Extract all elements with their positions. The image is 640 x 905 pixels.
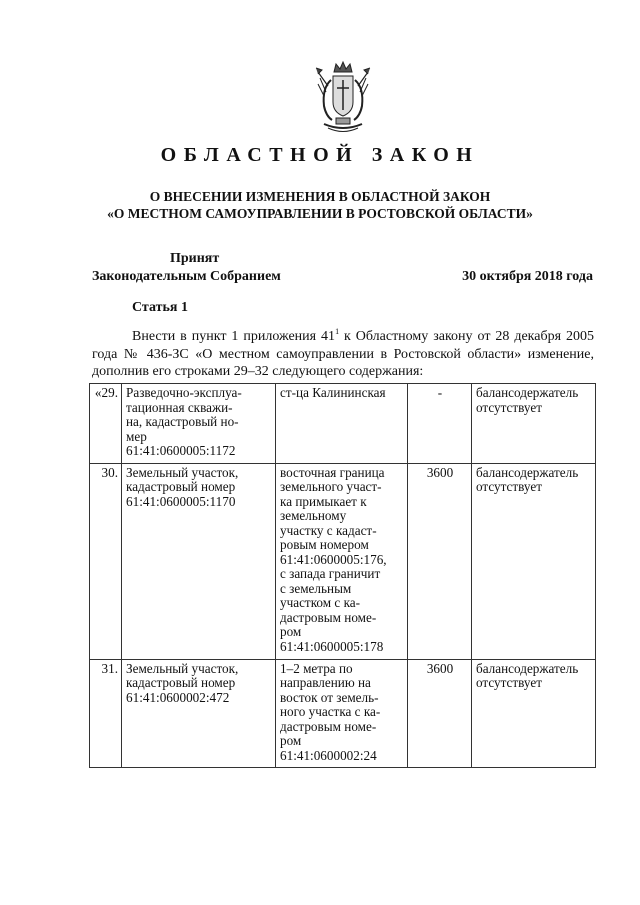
adoption-date: 30 октября 2018 года: [462, 269, 593, 284]
article-text-end: к Областному закону от 28 декабря 2005 года № 436-ЗС «О местном самоуправлении в Ростовской области» изменение, дополнив его строками 29–32 следующего содержания:: [92, 329, 594, 379]
object-area-cell: 3600: [408, 659, 472, 768]
balance-holder-cell: балансодержатель отсутствует: [472, 384, 596, 464]
object-name-cell: Разведочно-эксплуа- тационная скважи- на, кадастровый но- мер 61:41:0600005:1172: [122, 384, 276, 464]
object-area-cell: -: [408, 384, 472, 464]
document-title: [0, 188, 640, 222]
balance-holder-cell: балансодержатель отсутствует: [472, 659, 596, 768]
adopted-label: Принят: [170, 251, 220, 266]
object-name-cell: Земельный участок, кадастровый номер 61:41:0600002:472: [122, 659, 276, 768]
adopted-by: Законодательным Собранием: [92, 269, 281, 284]
row-number-cell: 31.: [90, 659, 122, 768]
table-row: [90, 463, 596, 659]
appendix-table: [89, 383, 596, 768]
table-row: [90, 384, 596, 464]
object-area-cell: 3600: [408, 463, 472, 659]
row-number-cell: 30.: [90, 463, 122, 659]
article-superscript: 1: [335, 327, 340, 336]
object-location-cell: восточная граница земельного участ- ка примыкает к земельному участку с кадаст- ровым номером 61:41:0600005:176, с запада граничит с земельным участком с ка- дастровым номе- ром 61:41:0600005:178: [276, 463, 408, 659]
rostov-coat-of-arms-icon: [312, 58, 374, 138]
object-name-cell: Земельный участок, кадастровый номер 61:41:0600005:1170: [122, 463, 276, 659]
document-title-line-1: О ВНЕСЕНИИ ИЗМЕНЕНИЯ В ОБЛАСТНОЙ ЗАКОН: [149, 189, 491, 204]
table-row: [90, 659, 596, 768]
article-body: [92, 323, 594, 381]
article-text-start: Внести в пункт 1 приложения 41: [132, 329, 336, 344]
document-type: ОБЛАСТНОЙ ЗАКОН: [160, 144, 480, 166]
balance-holder-cell: балансодержатель отсутствует: [472, 463, 596, 659]
object-location-cell: 1–2 метра по направлению на восток от земель- ного участка с ка- дастровым номе- ром 61:41:0600002:24: [276, 659, 408, 768]
document-title-line-2: «О МЕСТНОМ САМОУПРАВЛЕНИИ В РОСТОВСКОЙ ОБЛАСТИ»: [107, 206, 533, 221]
object-location-cell: ст-ца Калининская: [276, 384, 408, 464]
article-title: Статья 1: [132, 300, 188, 315]
row-number-cell: «29.: [90, 384, 122, 464]
